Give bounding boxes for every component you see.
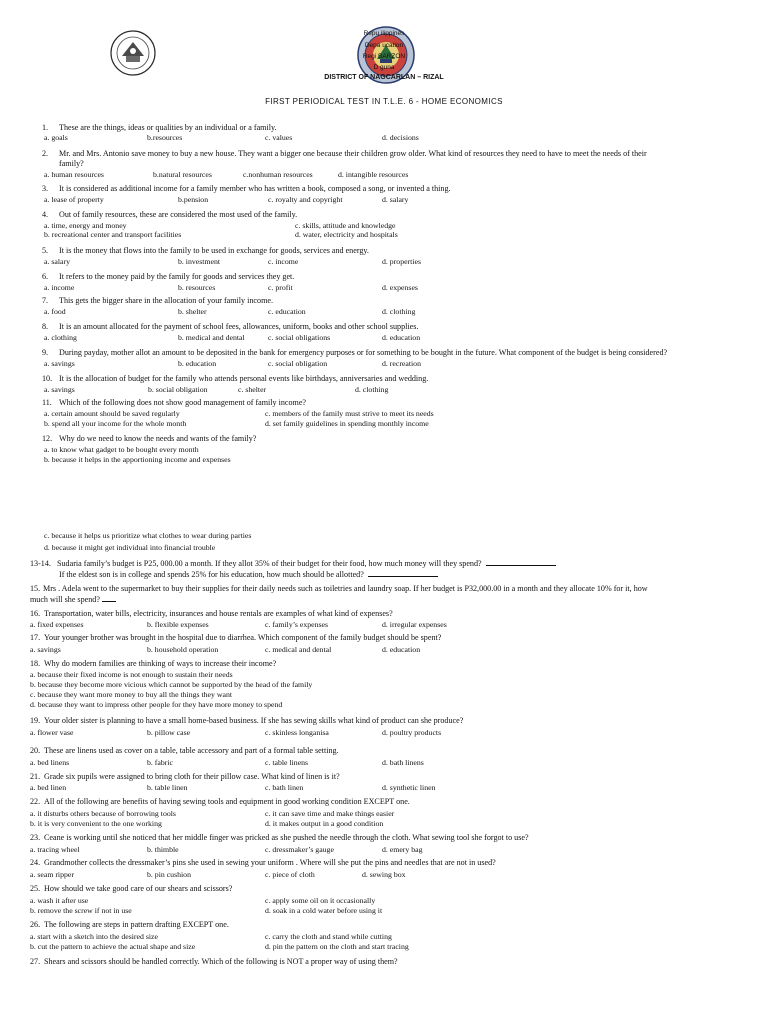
question-text: Your older sister is planning to have a small home-based business. If she has sewing skills what kind of product can she produce? — [44, 716, 464, 725]
question-text: Grade six pupils were assigned to bring cloth for their pillow case. What kind of linen is it? — [44, 772, 340, 781]
question-number: 19. — [30, 716, 41, 725]
question-27 — [30, 957, 398, 967]
option-b: b. flexible expenses — [147, 620, 209, 629]
option-d: d. poultry products — [382, 728, 442, 737]
question-number: 7. — [42, 296, 49, 305]
option-b: b. cut the pattern to achieve the actual shape and size — [30, 942, 196, 951]
option-b: b. household operation — [147, 645, 219, 654]
question-15 — [30, 584, 648, 594]
answer-blank[interactable] — [368, 569, 438, 577]
question-number: 6. — [42, 272, 49, 281]
question-text: It is the money that flows into the family to be used in exchange for goods, services and energy. — [59, 246, 369, 255]
option-c: c. piece of cloth — [265, 870, 315, 879]
question-text: Your younger brother was brought in the hospital due to diarrhea. Which component of the family budget should be spent? — [44, 633, 442, 642]
question-number: 21. — [30, 772, 41, 781]
question-number: 12. — [42, 434, 53, 443]
question-text: Which of the following does not show good management of family income? — [59, 398, 307, 407]
question-text: Why do we need to know the needs and wants of the family? — [59, 434, 257, 443]
question-number: 23. — [30, 833, 41, 842]
question-14-cont — [59, 569, 438, 580]
question-26 — [30, 920, 229, 930]
option-c: c.nonhuman resources — [243, 170, 313, 179]
option-d: d. intangible resources — [338, 170, 409, 179]
question-number: 22. — [30, 797, 41, 806]
answer-blank[interactable] — [486, 558, 556, 566]
question-number: 4. — [42, 210, 49, 219]
option-a: a. human resources — [44, 170, 104, 179]
question-text: Mrs . Adela went to the supermarket to buy their supplies for their daily needs such as toiletries and laundry soap. If her budget is P32,000.00 in a month and they allocate 10% for it, how — [43, 584, 648, 593]
option-b: b. it is very convenient to the one working — [30, 819, 162, 828]
question-8 — [42, 322, 418, 332]
option-a: a. fixed expenses — [30, 620, 84, 629]
question-10 — [42, 374, 428, 384]
option-b: b. table linen — [147, 783, 188, 792]
option-b: b. medical and dental — [178, 333, 245, 342]
option-b: b.resources — [147, 133, 183, 142]
question-text: Out of family resources, these are considered the most used of the family. — [59, 210, 298, 219]
option-c: c. social obligation — [268, 359, 328, 368]
option-b: b.natural resources — [153, 170, 212, 179]
question-2 — [42, 149, 647, 159]
option-c: c. family’s expenses — [265, 620, 329, 629]
option-b: b.pension — [178, 195, 209, 204]
option-a: a. it disturbs others because of borrowing tools — [30, 809, 176, 818]
option-a: a. income — [44, 283, 75, 292]
option-c: c. education — [268, 307, 306, 316]
option-d: d. bath linens — [382, 758, 424, 767]
question-24 — [30, 858, 496, 868]
option-c: c. because they want more money to buy all the things they want — [30, 690, 233, 699]
question-text: much will she spend? — [30, 595, 100, 604]
question-15-cont — [30, 594, 116, 605]
option-b: b. pin cushion — [147, 870, 191, 879]
question-text: Shears and scissors should be handled correctly. Which of the following is NOT a proper way of using them? — [44, 957, 398, 966]
question-text: The following are steps in pattern drafting EXCEPT one. — [44, 920, 229, 929]
question-number: 8. — [42, 322, 49, 331]
option-a: a. lease of property — [44, 195, 104, 204]
district-name: DISTRICT OF NAGCARLAN – RIZAL — [324, 74, 444, 81]
option-b: b. education — [178, 359, 217, 368]
question-number: 17. — [30, 633, 41, 642]
option-c: c. members of the family must strive to meet its needs — [265, 409, 434, 418]
option-a: a. savings — [30, 645, 61, 654]
option-d: d. clothing — [355, 385, 389, 394]
option-d: d. because it might get individual into financial trouble — [44, 543, 216, 552]
option-a: a. savings — [44, 359, 75, 368]
question-16 — [30, 609, 393, 619]
option-b: b. thimble — [147, 845, 179, 854]
option-a: a. to know what gadget to be bought every month — [44, 445, 199, 454]
question-text: Mr. and Mrs. Antonio save money to buy a new house. They want a bigger one because their children grow older. What kind of resources they need to have to meet the needs of their — [59, 149, 647, 158]
option-c: c. medical and dental — [265, 645, 332, 654]
question-text: Transportation, water bills, electricity, insurances and house rentals are examples of what kind of expenses? — [44, 609, 393, 618]
option-a: a. because their fixed income is not enough to sustain their needs — [30, 670, 233, 679]
option-c: c. carry the cloth and stand while cutting — [265, 932, 392, 941]
question-text: Why do modern families are thinking of ways to increase their income? — [44, 659, 277, 668]
question-text: During payday, mother allot an amount to be deposited in the bank for emergency purposes or for something to be bought in the future. What component of the budget is being considered? — [59, 348, 668, 357]
header-line-4: D guna — [373, 64, 395, 71]
question-25 — [30, 884, 232, 894]
question-number: 2. — [42, 149, 49, 158]
option-d: d. synthetic linen — [382, 783, 436, 792]
option-a: a. wash it after use — [30, 896, 89, 905]
option-b: b. investment — [178, 257, 221, 266]
option-d: d. expenses — [382, 283, 418, 292]
option-c: c. income — [268, 257, 299, 266]
question-11 — [42, 398, 306, 408]
question-text: If the eldest son is in college and spends 25% for his education, how much should be allotted? — [59, 570, 364, 579]
question-number: 18. — [30, 659, 41, 668]
option-d: d. emery bag — [382, 845, 423, 854]
question-number: 9. — [42, 348, 49, 357]
header-line-1: Repu ilippines — [363, 30, 405, 37]
option-d: d. because they want to impress other people for they have more money to spend — [30, 700, 283, 709]
option-b: b. recreational center and transport facilities — [44, 230, 182, 239]
option-a: a. savings — [44, 385, 75, 394]
option-d: d. sewing box — [362, 870, 406, 879]
question-number: 15. — [30, 584, 41, 593]
question-number: 20. — [30, 746, 41, 755]
question-23 — [30, 833, 529, 843]
question-number: 25. — [30, 884, 41, 893]
question-number: 11. — [42, 398, 52, 407]
option-d: d. education — [382, 645, 421, 654]
answer-blank[interactable] — [102, 594, 116, 602]
option-a: a. clothing — [44, 333, 77, 342]
option-a: a. time, energy and money — [44, 221, 127, 230]
question-22 — [30, 797, 410, 807]
option-c: c. shelter — [238, 385, 267, 394]
option-c: c. royalty and copyright — [268, 195, 343, 204]
question-text: It refers to the money paid by the family for goods and services they get. — [59, 272, 295, 281]
option-d: d. irregular expenses — [382, 620, 447, 629]
question-text: These are linens used as cover on a table, table accessory and part of a formal table setting. — [44, 746, 339, 755]
option-b: b. social obligation — [148, 385, 208, 394]
question-20 — [30, 746, 339, 756]
question-number: 16. — [30, 609, 41, 618]
question-12 — [42, 434, 256, 444]
question-19 — [30, 716, 463, 726]
question-text: These are the things, ideas or qualities by an individual or a family. — [59, 123, 277, 132]
option-b: b. because it helps in the apportioning income and expenses — [44, 455, 231, 464]
option-b: b. fabric — [147, 758, 173, 767]
option-d: d. decisions — [382, 133, 419, 142]
option-d: d. salary — [382, 195, 409, 204]
option-d: d. recreation — [382, 359, 421, 368]
question-4 — [42, 210, 297, 220]
question-9 — [42, 348, 667, 358]
option-c: c. table linens — [265, 758, 309, 767]
question-text: It is an amount allocated for the payment of school fees, allowances, uniform, books and other school supplies. — [59, 322, 419, 331]
option-a: a. seam ripper — [30, 870, 74, 879]
question-number: 3. — [42, 184, 49, 193]
option-c: c. because it helps us prioritize what clothes to wear during parties — [44, 531, 252, 540]
option-d: d. properties — [382, 257, 421, 266]
option-d: d. soak in a cold water before using it — [265, 906, 383, 915]
option-d: d. pin the pattern on the cloth and start tracing — [265, 942, 409, 951]
question-text: This gets the bigger share in the allocation of your family income. — [59, 296, 273, 305]
question-13-14 — [30, 558, 556, 569]
option-b: b. remove the screw if not in use — [30, 906, 132, 915]
question-text: Ceane is working until she noticed that her middle finger was pricked as she pushed the needle through the cloth. What sewing tool she forgot to use? — [44, 833, 529, 842]
option-d: d. education — [382, 333, 421, 342]
question-text: How should we take good care of our shears and scissors? — [44, 884, 233, 893]
option-c: c. values — [265, 133, 293, 142]
option-d: d. water, electricity and hospitals — [295, 230, 398, 239]
question-17 — [30, 633, 441, 643]
option-c: c. apply some oil on it occasionally — [265, 896, 376, 905]
question-text: Sudaria family’s budget is P25, 000.00 a month. If they allot 35% of their budget for their food, how much money will they spend? — [57, 559, 482, 568]
test-title: FIRST PERIODICAL TEST IN T.L.E. 6 - HOME ECONOMICS — [265, 97, 503, 106]
question-7 — [42, 296, 273, 306]
option-a: a. bed linen — [30, 783, 67, 792]
option-a: a. salary — [44, 257, 70, 266]
option-c: c. profit — [268, 283, 293, 292]
option-c: c. it can save time and make things easier — [265, 809, 395, 818]
question-number: 24. — [30, 858, 41, 867]
question-text: It is considered as additional income for a family member who has written a book, composed a song, or invented a thing. — [59, 184, 451, 193]
question-number: 26. — [30, 920, 41, 929]
option-c: c. skills, attitude and knowledge — [295, 221, 396, 230]
option-a: a. start with a sketch into the desired size — [30, 932, 158, 941]
option-b: b. spend all your income for the whole month — [44, 419, 187, 428]
question-18 — [30, 659, 276, 669]
question-text: It is the allocation of budget for the family who attends personal events like birthdays, anniversaries and wedding. — [59, 374, 429, 383]
option-b: b. resources — [178, 283, 216, 292]
option-c: c. skinless longanisa — [265, 728, 329, 737]
option-a: a. tracing wheel — [30, 845, 80, 854]
question-21 — [30, 772, 340, 782]
question-text: Grandmother collects the dressmaker’s pins she used in sewing your uniform . Where will she put the pins and needles that are not in used? — [44, 858, 496, 867]
question-number: 13-14. — [30, 559, 51, 568]
question-2-cont: family? — [59, 159, 84, 168]
question-1 — [42, 123, 277, 133]
option-b: b. shelter — [178, 307, 207, 316]
option-c: c. dressmaker’s gauge — [265, 845, 334, 854]
option-c: c. social obligations — [268, 333, 331, 342]
option-a: a. food — [44, 307, 66, 316]
option-a: a. certain amount should be saved regularly — [44, 409, 180, 418]
question-number: 27. — [30, 957, 41, 966]
option-a: a. goals — [44, 133, 68, 142]
question-5 — [42, 246, 369, 256]
option-d: d. it makes output in a good condition — [265, 819, 384, 828]
option-b: b. pillow case — [147, 728, 191, 737]
header-line-2: Depa ucation — [364, 42, 404, 49]
question-3 — [42, 184, 451, 194]
header-line-3: Regi BARZON — [362, 53, 406, 60]
option-a: a. flower vase — [30, 728, 74, 737]
option-a: a. bed linens — [30, 758, 70, 767]
question-number: 10. — [42, 374, 53, 383]
question-6 — [42, 272, 294, 282]
option-d: d. set family guidelines in spending monthly income — [265, 419, 429, 428]
question-text: All of the following are benefits of having sewing tools and equipment in good working condition EXCEPT one. — [44, 797, 410, 806]
option-b: b. because they become more vicious which cannot be supported by the head of the family — [30, 680, 313, 689]
option-d: d. clothing — [382, 307, 416, 316]
option-c: c. bath linen — [265, 783, 304, 792]
question-number: 5. — [42, 246, 49, 255]
question-number: 1. — [42, 123, 49, 132]
